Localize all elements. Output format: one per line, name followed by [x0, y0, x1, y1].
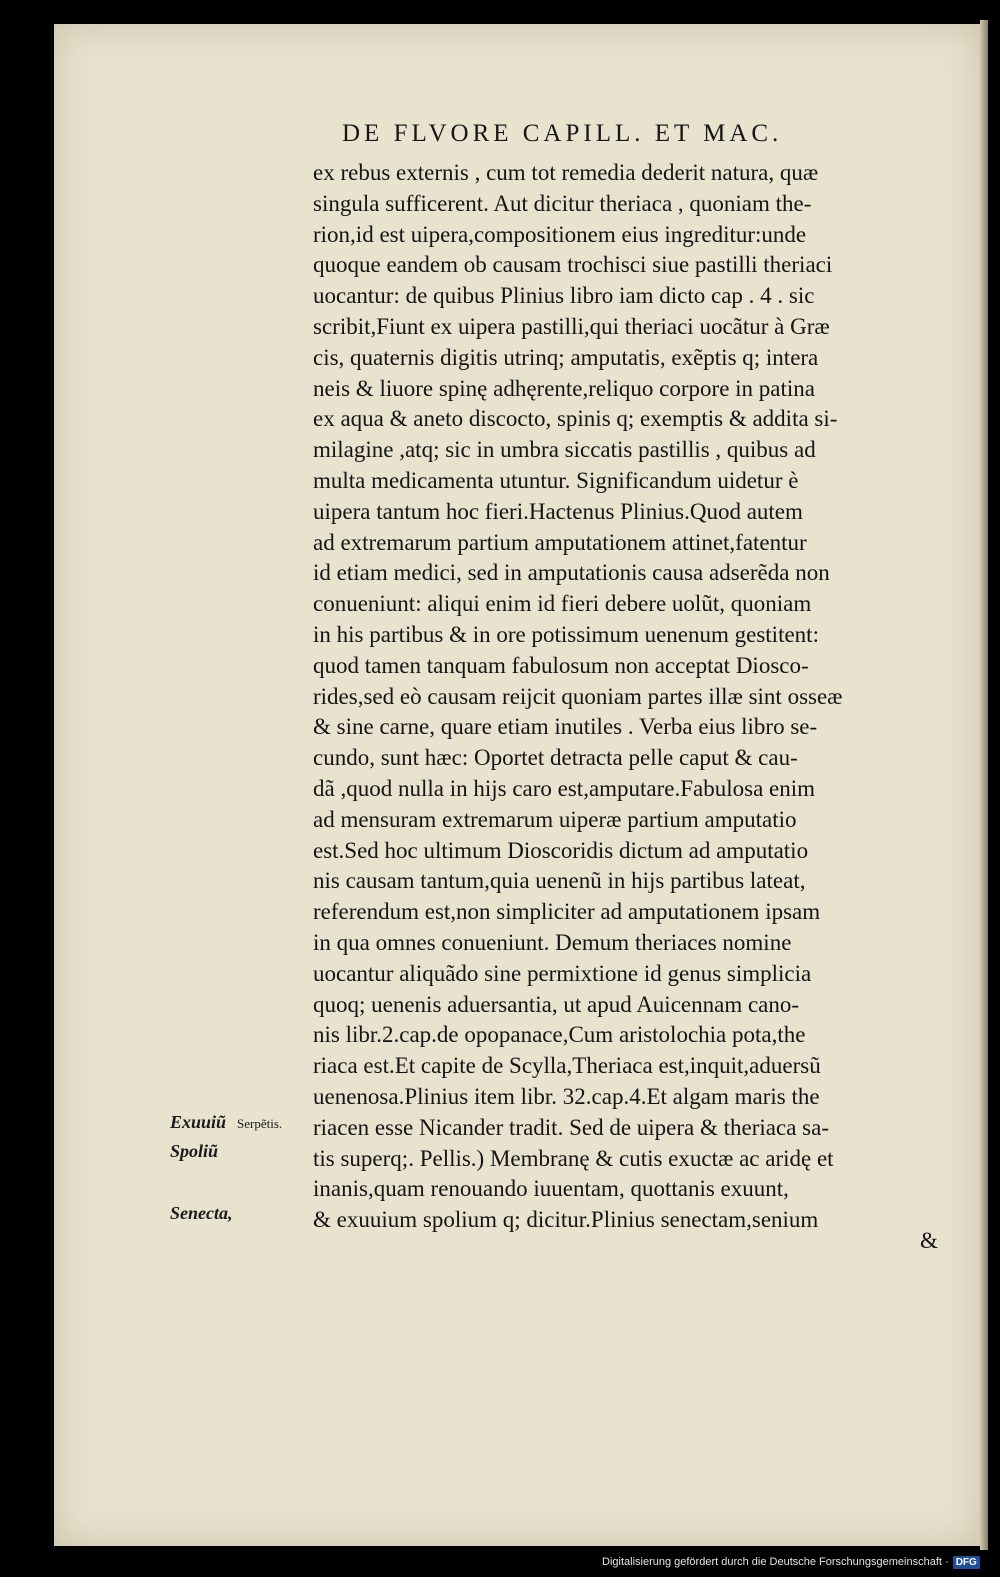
- text-line: singula sufficerent. Aut dicitur theriaca , quoniam the-: [313, 190, 812, 216]
- text-line: inanis,quam renouando iuuentam, quottanis exuunt,: [313, 1176, 789, 1202]
- text-line: & exuuium spolium q; dicitur.Plinius senectam,senium: [313, 1207, 819, 1233]
- catchword: &: [920, 1228, 938, 1253]
- marginal-note-exuuium: Exuuiũ: [170, 1112, 227, 1132]
- text-line: nis causam tantum,quia uenenũ in hijs partibus lateat,: [313, 868, 806, 894]
- marginal-note-senecta: Senecta,: [170, 1203, 233, 1223]
- text-line: ad mensuram extremarum uiperæ partium amputatio: [313, 806, 797, 832]
- page-edge: [980, 20, 988, 1550]
- text-line: nis libr.2.cap.de opopanace,Cum aristolochia pota,the: [313, 1022, 806, 1048]
- digitization-footer: [602, 1552, 980, 1572]
- main-text-block: [313, 158, 953, 1236]
- marginal-note-serpentis: Serpẽtis.: [237, 1116, 283, 1131]
- text-line: riaca est.Et capite de Scylla,Theriaca est,inquit,aduersũ: [313, 1053, 821, 1079]
- text-line: neis & liuore spinę adhęrente,reliquo corpore in patina: [313, 375, 815, 401]
- text-line: id etiam medici, sed in amputationis causa adserẽda non: [313, 560, 830, 586]
- text-line: riacen esse Nicander tradit. Sed de uipera & theriaca sa-: [313, 1114, 829, 1140]
- text-line: uocantur aliquãdo sine permixtione id genus simplicia: [313, 960, 812, 986]
- text-line: in qua omnes conueniunt. Demum theriaces nomine: [313, 929, 792, 955]
- dfg-logo-icon: DFG: [953, 1556, 980, 1569]
- text-line: & sine carne, quare etiam inutiles . Verba eius libro se-: [313, 714, 818, 740]
- text-line: uenenosa.Plinius item libr. 32.cap.4.Et algam maris the: [313, 1083, 820, 1109]
- text-line: dã ,quod nulla in hijs caro est,amputare.Fabulosa enim: [313, 775, 816, 801]
- marginal-note-spolium: Spoliũ: [170, 1141, 219, 1161]
- text-line: milagine ,atq; sic in umbra siccatis pastillis , quibus ad: [313, 437, 816, 463]
- text-line: uipera tantum hoc fieri.Hactenus Plinius.Quod autem: [313, 498, 803, 524]
- text-line: rides,sed eò causam reijcit quoniam partes illæ sint osseæ: [313, 683, 843, 709]
- text-line: rion,id est uipera,compositionem eius ingreditur:unde: [313, 221, 807, 247]
- text-line: est.Sed hoc ultimum Dioscoridis dictum ad amputatio: [313, 837, 809, 863]
- running-header: DE FLVORE CAPILL. ET MAC.: [342, 120, 783, 147]
- text-line: quoque eandem ob causam trochisci siue pastilli theriaci: [313, 252, 833, 278]
- text-line: quoq; uenenis aduersantia, ut apud Auicennam cano-: [313, 991, 800, 1017]
- text-line: quod tamen tanquam fabulosum non acceptat Diosco-: [313, 652, 809, 678]
- text-line: conueniunt: aliqui enim id fieri debere uolũt, quoniam: [313, 591, 812, 617]
- text-line: tis superq;. Pellis.) Membranę & cutis exuctæ ac aridę et: [313, 1145, 834, 1171]
- digitization-credit: Digitalisierung gefördert durch die Deutsche Forschungsgemeinschaft ·: [602, 1556, 949, 1568]
- text-line: ad extremarum partium amputationem attinet,fatentur: [313, 529, 807, 555]
- text-line: ex aqua & aneto discocto, spinis q; exemptis & addita si-: [313, 406, 838, 432]
- text-line: in his partibus & in ore potissimum uenenum gestitent:: [313, 621, 819, 647]
- text-line: referendum est,non simpliciter ad amputationem ipsam: [313, 899, 821, 925]
- text-line: cis, quaternis digitis utrinq; amputatis, exẽptis q; intera: [313, 344, 819, 370]
- text-line: ex rebus externis , cum tot remedia dederit natura, quæ: [313, 160, 819, 185]
- text-line: cundo, sunt hæc: Oportet detracta pelle caput & cau-: [313, 745, 798, 771]
- text-line: multa medicamenta utuntur. Significandum uidetur è: [313, 467, 799, 493]
- text-line: uocantur: de quibus Plinius libro iam dicto cap . 4 . sic: [313, 283, 815, 309]
- text-line: scribit,Fiunt ex uipera pastilli,qui theriaci uocãtur à Græ: [313, 313, 830, 339]
